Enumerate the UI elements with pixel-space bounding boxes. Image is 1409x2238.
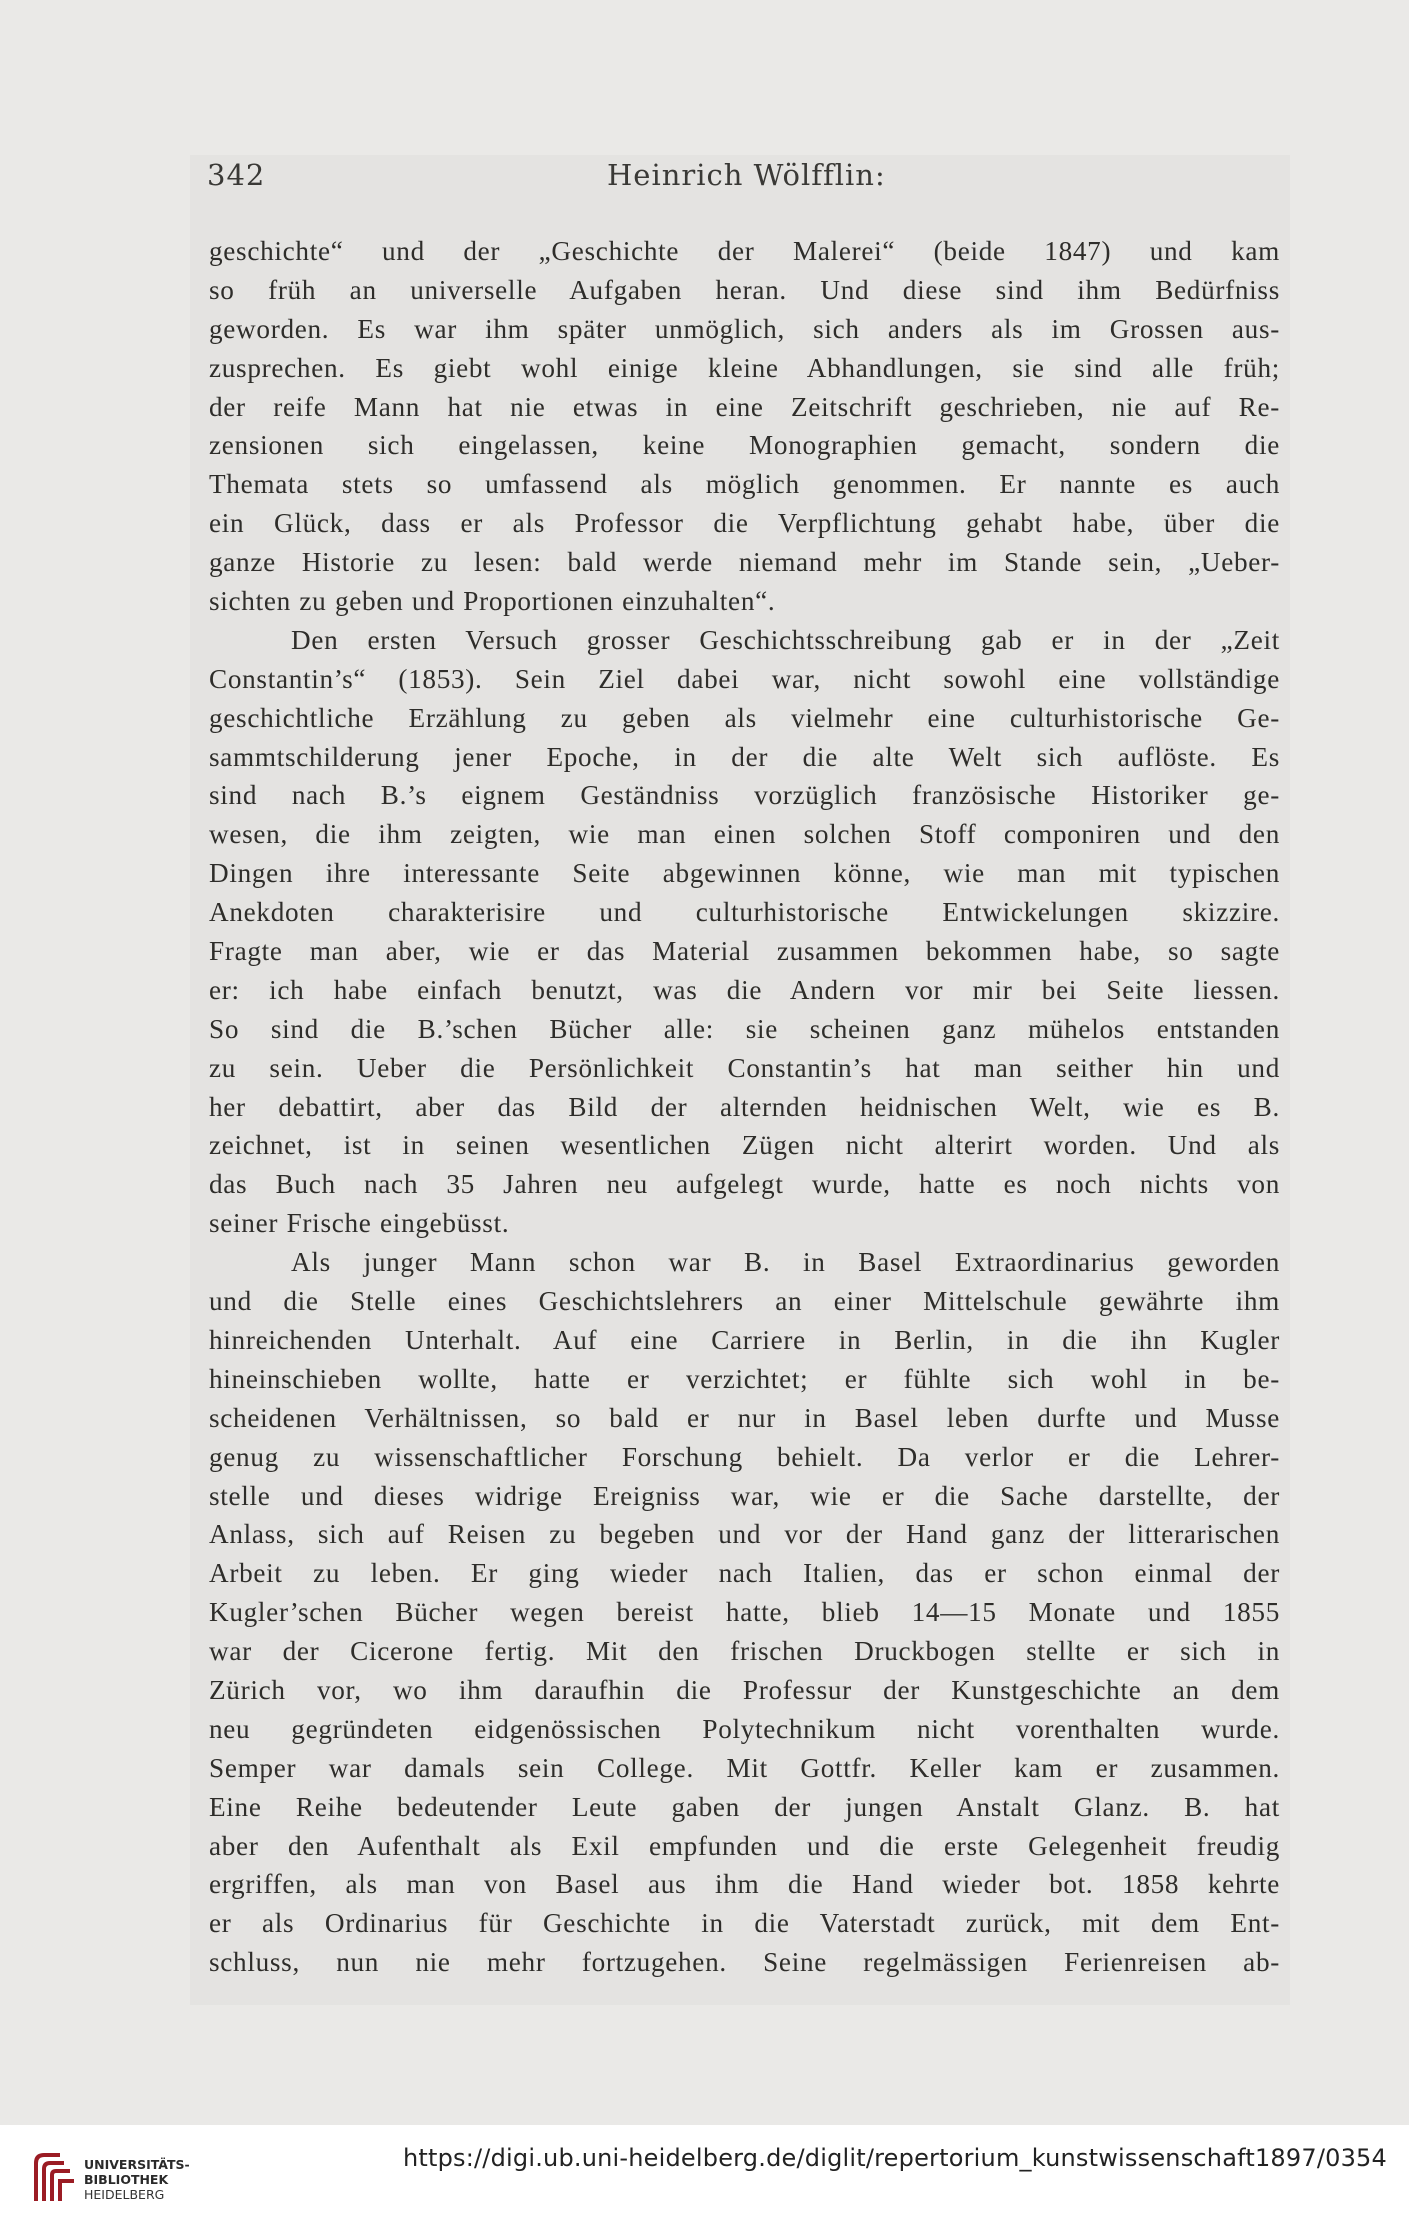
text-line: zensionen sich eingelassen, keine Monographien gemacht, sondern die [209, 430, 1280, 461]
text-line: geschichtliche Erzählung zu geben als vielmehr eine culturhistorische Ge- [209, 702, 1280, 733]
library-name-line: HEIDELBERG [84, 2187, 165, 2202]
text-line: Als junger Mann schon war B. in Basel Extraordinarius geworden [291, 1247, 1280, 1278]
text-line: Dingen ihre interessante Seite abgewinnen könne, wie man mit typischen [209, 858, 1280, 889]
running-head: Heinrich Wölfflin: [607, 158, 886, 192]
text-line: sind nach B.’s eignem Geständniss vorzüglich französische Historiker ge- [209, 780, 1280, 811]
text-line: Den ersten Versuch grosser Geschichtsschreibung gab er in der „Zeit [291, 624, 1280, 655]
text-line: er als Ordinarius für Geschichte in die Vaterstadt zurück, mit dem Ent- [209, 1908, 1280, 1939]
text-line: Zürich vor, wo ihm daraufhin die Professur der Kunstgeschichte an dem [209, 1674, 1280, 1705]
text-line: er: ich habe einfach benutzt, was die Andern vor mir bei Seite liessen. [209, 974, 1280, 1005]
text-line: Semper war damals sein College. Mit Gottfr. Keller kam er zusammen. [209, 1752, 1280, 1783]
text-line: der reife Mann hat nie etwas in eine Zeitschrift geschrieben, nie auf Re- [209, 391, 1280, 422]
text-line: Constantin’s“ (1853). Sein Ziel dabei war, nicht sowohl eine vollständige [209, 663, 1280, 694]
text-line: schluss, nun nie mehr fortzugehen. Seine regelmässigen Ferienreisen ab- [209, 1947, 1280, 1978]
text-line: genug zu wissenschaftlicher Forschung behielt. Da verlor er die Lehrer- [209, 1441, 1280, 1472]
page-header [207, 158, 1280, 204]
text-line: Kugler’schen Bücher wegen bereist hatte, blieb 14—15 Monate und 1855 [209, 1597, 1280, 1628]
library-name-line: UNIVERSITÄTS- [84, 2157, 190, 2172]
text-line: wesen, die ihm zeigten, wie man einen solchen Stoff componiren und den [209, 819, 1280, 850]
text-line: war der Cicerone fertig. Mit den frischen Druckbogen stellte er sich in [209, 1636, 1280, 1667]
text-line: neu gegründeten eidgenössischen Polytechnikum nicht vorenthalten wurde. [209, 1713, 1280, 1744]
text-line: ergriffen, als man von Basel aus ihm die Hand wieder bot. 1858 kehrte [209, 1869, 1280, 1900]
text-line: her debattirt, aber das Bild der alternden heidnischen Welt, wie es B. [209, 1091, 1280, 1122]
page-number: 342 [207, 158, 266, 192]
text-line: geschichte“ und der „Geschichte der Malerei“ (beide 1847) und kam [209, 236, 1280, 266]
text-line: scheidenen Verhältnissen, so bald er nur in Basel leben durfte und Musse [209, 1402, 1280, 1433]
text-line: aber den Aufenthalt als Exil empfunden und die erste Gelegenheit freudig [209, 1830, 1280, 1861]
text-line: so früh an universelle Aufgaben heran. Und diese sind ihm Bedürfniss [209, 274, 1280, 305]
text-line: geworden. Es war ihm später unmöglich, sich anders als im Grossen aus- [209, 313, 1280, 344]
text-line: und die Stelle eines Geschichtslehrers an einer Mittelschule gewährte ihm [209, 1286, 1280, 1317]
text-line: Anlass, sich auf Reisen zu begeben und vor der Hand ganz der litterarischen [209, 1519, 1280, 1550]
text-line: Eine Reihe bedeutender Leute gaben der jungen Anstalt Glanz. B. hat [209, 1791, 1280, 1822]
footer-bar [0, 2125, 1409, 2238]
body-text [209, 232, 1280, 1982]
text-line: So sind die B.’schen Bücher alle: sie scheinen ganz mühelos entstanden [209, 1013, 1280, 1044]
text-line: zeichnet, ist in seinen wesentlichen Zügen nicht alterirt worden. Und als [209, 1130, 1280, 1161]
text-line: Arbeit zu leben. Er ging wieder nach Italien, das er schon einmal der [209, 1558, 1280, 1589]
library-emblem-icon [30, 2149, 76, 2207]
text-line: zusprechen. Es giebt wohl einige kleine Abhandlungen, sie sind alle früh; [209, 352, 1280, 383]
text-line: Themata stets so umfassend als möglich genommen. Er nannte es auch [209, 469, 1280, 500]
text-line: sammtschilderung jener Epoche, in der die alte Welt sich auflöste. Es [209, 741, 1280, 772]
library-name [84, 2157, 190, 2202]
text-line: sichten zu geben und Proportionen einzuhalten“. [209, 586, 776, 617]
text-line: zu sein. Ueber die Persönlichkeit Constantin’s hat man seither hin und [209, 1052, 1280, 1083]
text-line: Anekdoten charakterisire und culturhistorische Entwickelungen skizzire. [209, 897, 1280, 928]
text-line: das Buch nach 35 Jahren neu aufgelegt wurde, hatte es noch nichts von [209, 1169, 1280, 1200]
text-line: stelle und dieses widrige Ereigniss war, wie er die Sache darstellte, der [209, 1480, 1280, 1511]
source-url-link[interactable]: https://digi.ub.uni-heidelberg.de/diglit/repertorium_kunstwissenschaft1897/0354 [402, 2144, 1387, 2172]
text-line: hinreichenden Unterhalt. Auf eine Carriere in Berlin, in die ihn Kugler [209, 1324, 1280, 1355]
text-line: seiner Frische eingebüsst. [209, 1208, 510, 1239]
text-line: hineinschieben wollte, hatte er verzichtet; er fühlte sich wohl in be- [209, 1363, 1280, 1394]
text-line: ganze Historie zu lesen: bald werde niemand mehr im Stande sein, „Ueber- [209, 547, 1280, 578]
text-line: Fragte man aber, wie er das Material zusammen bekommen habe, so sagte [209, 936, 1280, 967]
text-line: ein Glück, dass er als Professor die Verpflichtung gehabt habe, über die [209, 508, 1280, 539]
library-name-line: BIBLIOTHEK [84, 2172, 169, 2187]
library-logo[interactable] [30, 2149, 230, 2211]
